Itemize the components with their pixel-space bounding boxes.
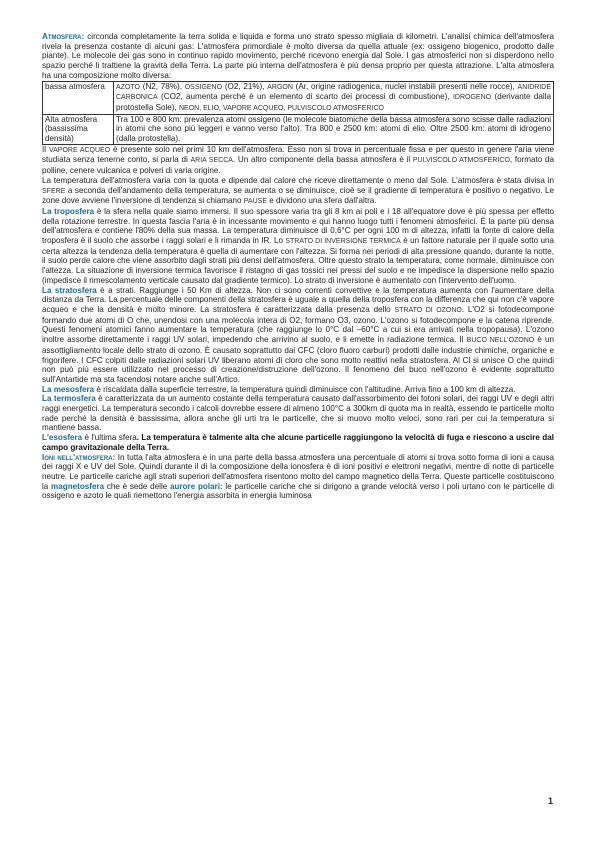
- heading-atmosfera: Atmosfera:: [42, 32, 85, 41]
- heading-troposfera: La troposfera: [42, 206, 95, 216]
- table-cell-content: AZOTO (N2, 78%), OSSIGENO (O2, 21%), ARGON (Ar, origine radiogenica, nuclei instabili presenti nelle rocce), ANIDRIDE CARBONICA (CO2, aumenta perché è un elemento di scarto dei processi di combustione), IDROGENO (derivante dalla protostella Sole), NEON, ELIO, VAPORE ACQUEO, PULVISCOLO ATMOSFERICO: [114, 81, 554, 114]
- paragraph-ioni: Ioni nell'atmosfera: In tutta l'alta atmosfera e in una parte della bassa atmosfera una percentuale di atomi si trova sotto forma di ioni a causa dei raggi X e UV del Sole. Quindi durante il dì la composizione della ionosfera è di ioni positivi e elettroni negativi, mentre di notte di particelle neutre. Le particelle cariche agli strati superiori dell'atmosfera risentono molto del campo magnetico della Terra. Queste particelle costituiscono la magnetosfera che è sede delle aurore polari: le particelle cariche che si dirigono a grande velocità verso i poli urtano con le particelle di ossigeno e azoto le quali riemettono l'energia assorbita in energia luminosa: [42, 452, 555, 501]
- paragraph-esosfera: L'esosfera è l'ultima sfera. La temperatura è talmente alta che alcune particelle raggiungono la velocità di fuga e riescono a uscire dal campo gravitazionale della Terra.: [42, 433, 554, 452]
- heading-mesosfera: La mesosfera: [42, 384, 95, 394]
- paragraph-mesosfera: La mesosfera è riscaldata dalla superficie terrestre, la temperatura quindi diminuisce con l'altitudine. Arriva fino a 100 km di altezza.: [42, 384, 516, 394]
- page-number: 1: [548, 796, 554, 806]
- paragraph-stratosfera: La stratosfera è a strati. Raggiunge i 50 Km di altezza. Non ci sono correnti convettive e la temperatura aumenta con l'aumentare della distanza da Terra. La percentuale delle componenti della stratosfera è uguale a quella della troposfera con la differenza che qui non c'è vapore acqueo e che la densità è molto minore. La stratosfera è caratterizzata dalla presenza dello STRATO DI OZONO. L'O2 si fotodecompone formando due atomi di O che, unendosi con una molecola intera di O2, formano O3, ozono. L'ozono si fotodecompone e la catena riprende. Questi fenomeni atomici fanno aumentare la temperatura (che raggiunge lo 0°C dal –60°C a cui si era arrivati nella tropopausa). L'ozono inoltre assorbe direttamente i raggi UV solari, impedendo che arrivino al suolo, e li emette in radiazione termica. Il BUCO NELL'OZONO è un assottigliamento locale dello strato di ozono. È causato soprattutto dai CFC (cloro fluoro carburi) prodotti dalle industrie chimiche, organiche e frigorifere. I CFC colpiti dalle radiazioni solari UV liberano atomi di cloro che sono molto reattivi nella stratosfera. Al Cl si unisce O che quindi non può più essere utilizzato nel processo di creazione/distruzione dell'ozono. Il fenomeno del buco nell'ozono è evidente soprattutto sull'Antartide ma sta facendosi notare anche sull'Artico.: [42, 285, 554, 384]
- paragraph-vapore: Il VAPORE ACQUEO è presente solo nei primi 10 km dell'atmosfera. Esso non si trova in percentuale fissa e per questo in genere l'aria viene studiata senza tenerne conto, si parla di ARIA SECCA. Un altro componente della bassa atmosfera è il PULVISCOLO ATMOSFERICO, formato da polline, cenere vulcanica e polveri di varia origine.: [42, 144, 555, 176]
- table-row: [43, 114, 554, 144]
- heading-ioni: Ioni nell'atmosfera:: [42, 452, 116, 462]
- heading-esosfera: L'esosfera: [42, 433, 83, 443]
- table-cell-label: Alta atmosfera (bassissima densità): [43, 114, 114, 144]
- document-body: [42, 32, 554, 501]
- paragraph-atmosfera: Atmosfera: circonda completamente la terra solida e liquida e forma uno strato spesso migliaia di kilometri. L'analisi chimica dell'atmosfera rivela la presenza costante di alcuni gas: L'atmosfera primordiale è molto diversa da quella attuale (ex: ossigeno biogenico, prodotto dalle piante). Le molecole dei gas sono in continuo rapido movimento, perché ricevono energia dal Sole. I gas atmosferici non si disperdono nello spazio perché li trattiene la gravità della Terra. La parte più interna dell'atmosfera è più densa proprio per questa attrazione. L'alta atmosfera ha una composizione molto diversa:: [42, 32, 554, 80]
- table-cell-content: Tra 100 e 800 km: prevalenza atomi ossigeno (le molecole biatomiche della bassa atmosfera sono scisse dalle radiazioni in atomi che sono più leggeri e vanno verso l'alto). Tra 800 e 2500 km: atomi di elio. Oltre 2500 km: atomi di idrogeno (dalla protostella).: [114, 114, 554, 144]
- paragraph-termosfera: La termosfera è caratterizzata da un aumento costante della temperatura causato dall'assorbimento dei fotoni solari, dei raggi UV e degli altri raggi energetici. La temperatura secondo i calcoli dovrebbe essere di almeno 100°C a 300km di quota ma in realtà, essendo le particelle molto rade perché la densità è bassissima, allora anche gli urti tra le particelle, che si muovo molto veloci, sono rari per cui la temperatura si mantiene bassa.: [42, 394, 555, 433]
- table-cell-label: bassa atmosfera: [43, 81, 114, 114]
- heading-stratosfera: La stratosfera: [42, 285, 97, 295]
- table-row: [43, 81, 554, 114]
- paragraph-troposfera: La troposfera è la sfera nella quale siamo immersi. Il suo spessore varia tra gli 8 km ai poli e i 18 all'equatore dove è più spessa per effetto della rotazione terrestre. In questa fascia l'aria è in incessante movimento e qui hanno luogo tutti i fenomeni atmosferici. È la parte più densa dell'atmosfera e contiene l'80% della sua massa. La temperatura diminuisce di 0,6°C per ogni 100 m di altezza, infatti la fonte di calore della troposfera è il suolo che assorbe i raggi solari e li rimanda in IR. Lo STRATO DI INVERSIONE TERMICA è un fattore naturale per il quale sotto una certa altezza la tendenza della temperatura è quella di aumentare con l'altezza. Si forma nei periodi di alta pressione quando, durante la notte, il suolo perde calore che viene assorbito dagli strati più densi dell'atmosfera. Oltre questo strato la temperatura, come normale, diminuisce con l'altezza. La situazione di inversione termica favorisce il ristagno di gas tossici nei pressi del suolo e ne impedisce la dispersione nello spazio (impedisce il rimescolamento verticale causato dal gradiente termico). Lo strato di inversione è aumentato con l'intervento dell'uomo.: [42, 206, 554, 285]
- heading-termosfera: La termosfera: [42, 394, 96, 404]
- paragraph-temperatura: La temperatura dell'atmosfera varia con la quota e dipende dal calore che riceve direttamente o meno dal Sole. L'atmosfera è stata divisa in SFERE a seconda dell'andamento della temperatura, se aumenta o se diminuisce, cioè se il gradiente di temperatura è positivo o negativo. Le zone dove avviene l'inversione di tendenza si chiamano PAUSE e dividono una sfera dall'altra.: [42, 175, 554, 206]
- composition-table: [42, 81, 554, 145]
